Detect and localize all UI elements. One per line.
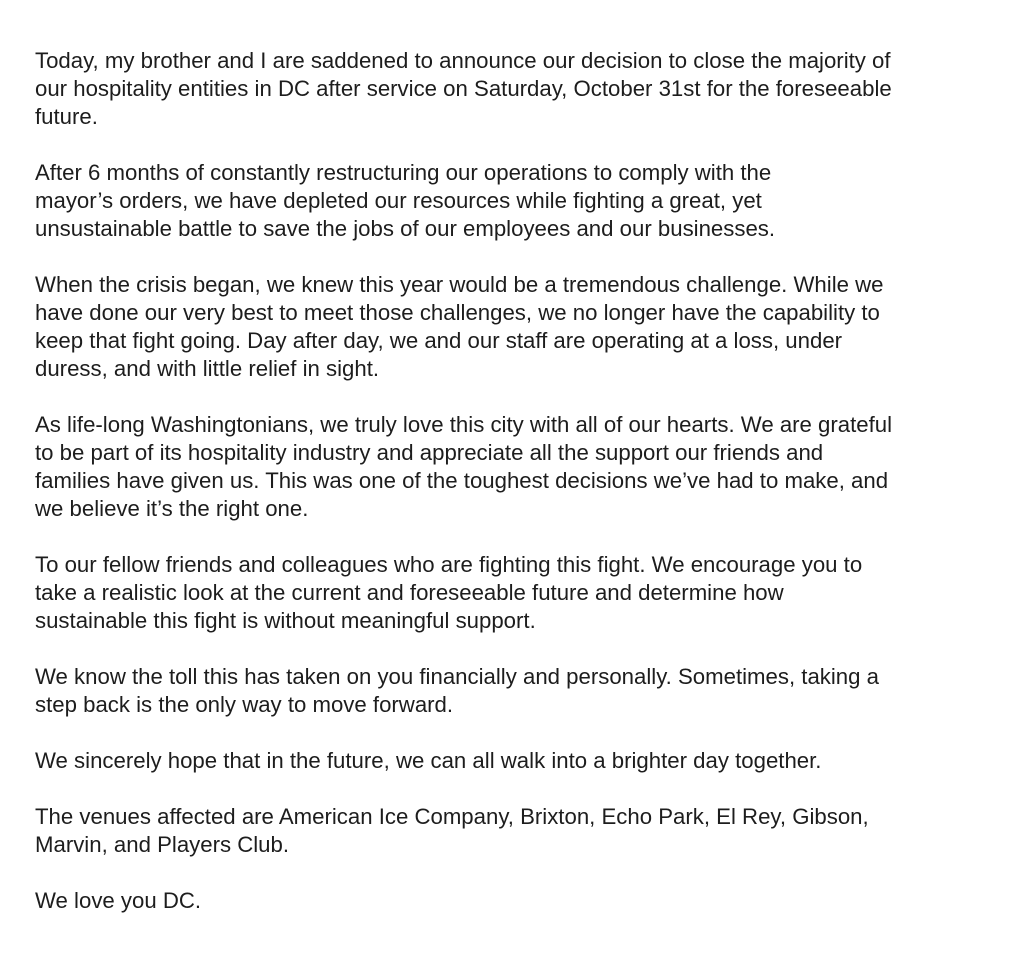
text-line: mayor’s orders, we have depleted our resources while fighting a great, yet [35,188,762,213]
statement-document [35,47,980,915]
paragraph-hope [35,747,980,775]
text-line: When the crisis began, we knew this year would be a tremendous challenge. While we [35,272,884,297]
text-line: After 6 months of constantly restructuring our operations to comply with the [35,160,772,185]
text-line: Marvin, and Players Club. [35,832,290,857]
paragraph-announcement [35,47,980,131]
paragraph-restructuring [35,159,980,243]
text-line: We know the toll this has taken on you financially and personally. Sometimes, taking a [35,664,879,689]
text-line: future. [35,104,98,129]
text-line: to be part of its hospitality industry and appreciate all the support our friends and [35,440,824,465]
text-line: duress, and with little relief in sight. [35,356,380,381]
text-line: We sincerely hope that in the future, we can all walk into a brighter day together. [35,748,822,773]
text-line: we believe it’s the right one. [35,496,309,521]
paragraph-closing [35,887,980,915]
text-line: We love you DC. [35,888,202,913]
paragraph-washingtonians [35,411,980,523]
text-line: unsustainable battle to save the jobs of our employees and our businesses. [35,216,776,241]
paragraph-crisis [35,271,980,383]
text-line: As life-long Washingtonians, we truly love this city with all of our hearts. We are grateful [35,412,893,437]
text-line: sustainable this fight is without meaningful support. [35,608,536,633]
text-line: To our fellow friends and colleagues who are fighting this fight. We encourage you to [35,552,863,577]
text-line: step back is the only way to move forward. [35,692,454,717]
text-line: take a realistic look at the current and foreseeable future and determine how [35,580,784,605]
text-line: families have given us. This was one of the toughest decisions we’ve had to make, and [35,468,889,493]
text-line: have done our very best to meet those challenges, we no longer have the capability to [35,300,880,325]
text-line: The venues affected are American Ice Company, Brixton, Echo Park, El Rey, Gibson, [35,804,869,829]
paragraph-colleagues [35,551,980,635]
paragraph-toll [35,663,980,719]
text-line: Today, my brother and I are saddened to announce our decision to close the majority of [35,48,891,73]
text-line: our hospitality entities in DC after service on Saturday, October 31st for the foreseeable [35,76,892,101]
text-line: keep that fight going. Day after day, we and our staff are operating at a loss, under [35,328,843,353]
paragraph-venues [35,803,980,859]
